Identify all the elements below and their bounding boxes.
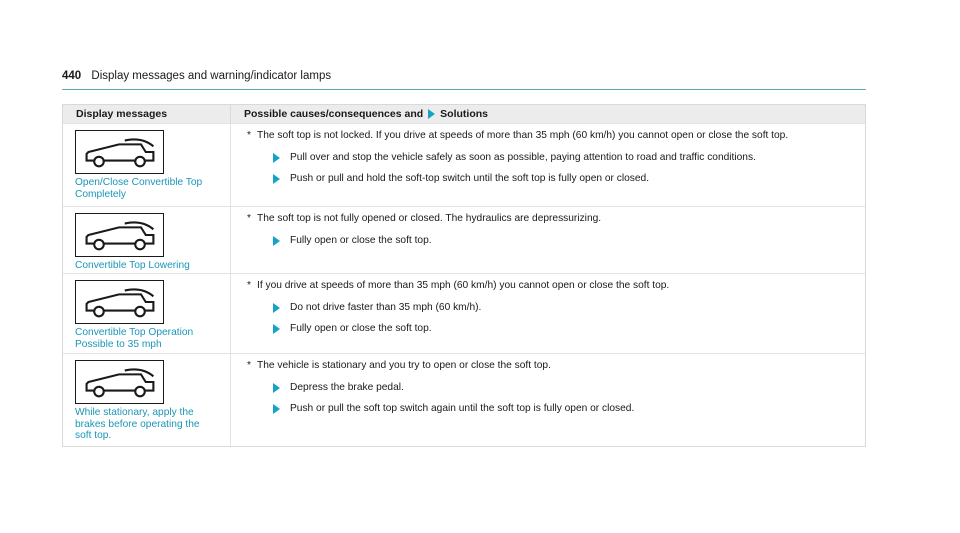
solution-step: Depress the brake pedal. [247, 382, 853, 395]
solution-step: Do not drive faster than 35 mph (60 km/h). [247, 302, 853, 315]
display-message-text: Convertible Top Lowering [75, 260, 190, 271]
cause-text: The soft top is not locked. If you drive at speeds of more than 35 mph (60 km/h) you cannot open or close the soft top. [257, 130, 789, 141]
solution-step: Fully open or close the soft top. [247, 323, 853, 336]
display-message-cell [63, 124, 231, 206]
messages-table [62, 104, 866, 447]
solution-step: Fully open or close the soft top. [247, 235, 853, 248]
page-title: Display messages and warning/indicator lamps [91, 70, 332, 82]
convertible-top-icon [75, 280, 164, 324]
causes-cell: * The soft top is not locked. If you drive at speeds of more than 35 mph (60 km/h) you cannot open or close the soft top. Pull over and stop the vehicle safely as soon as possible, paying attention to road and traffic conditions. Push or pull and hold the soft-top switch until the soft top is fully open or closed. [231, 124, 865, 206]
display-message-text: While stationary, apply the brakes before operating the soft top. [75, 407, 200, 441]
display-message-text: Open/Close Convertible Top Completely [75, 177, 203, 200]
triangle-arrow-icon [273, 153, 280, 163]
display-message-cell [63, 274, 231, 353]
cause-text: The soft top is not fully opened or closed. The hydraulics are depressurizing. [257, 213, 602, 224]
triangle-arrow-icon [273, 174, 280, 184]
col-header-causes-prefix: Possible causes/consequences and [244, 108, 424, 120]
display-message-text: Convertible Top Operation Possible to 35 mph [75, 327, 194, 350]
causes-cell: * If you drive at speeds of more than 35 mph (60 km/h) you cannot open or close the soft top. Do not drive faster than 35 mph (60 km/h). Fully open or close the soft top. [231, 274, 865, 353]
col-header-solutions: Solutions [440, 108, 489, 120]
convertible-top-icon [75, 360, 164, 404]
triangle-arrow-icon [273, 236, 280, 246]
col-header-display-messages: Display messages [63, 105, 231, 123]
table-row [63, 353, 865, 446]
causes-cell: * The vehicle is stationary and you try to open or close the soft top. Depress the brake pedal. Push or pull the soft top switch again until the soft top is fully open or closed. [231, 354, 865, 446]
solution-step: Push or pull and hold the soft-top switch until the soft top is fully open or closed. [247, 173, 853, 186]
triangle-arrow-icon [273, 324, 280, 334]
table-row [63, 123, 865, 206]
table-row [63, 273, 865, 353]
col-header-causes [231, 105, 865, 123]
table-header [63, 104, 865, 123]
causes-cell: * The soft top is not fully opened or closed. The hydraulics are depressurizing. Fully open or close the soft top. [231, 207, 865, 273]
table-row [63, 206, 865, 273]
triangle-arrow-icon [273, 404, 280, 414]
solution-step: Push or pull the soft top switch again until the soft top is fully open or closed. [247, 403, 853, 416]
page-number: 440 [62, 70, 82, 82]
triangle-arrow-icon [428, 109, 435, 119]
display-message-cell [63, 354, 231, 446]
cause-text: The vehicle is stationary and you try to open or close the soft top. [257, 360, 551, 371]
convertible-top-icon [75, 213, 164, 257]
page-header [62, 70, 866, 90]
convertible-top-icon [75, 130, 164, 174]
triangle-arrow-icon [273, 383, 280, 393]
display-message-cell [63, 207, 231, 273]
cause-text: If you drive at speeds of more than 35 mph (60 km/h) you cannot open or close the soft top. [257, 280, 670, 291]
solution-step: Pull over and stop the vehicle safely as soon as possible, paying attention to road and traffic conditions. [247, 152, 853, 165]
triangle-arrow-icon [273, 303, 280, 313]
